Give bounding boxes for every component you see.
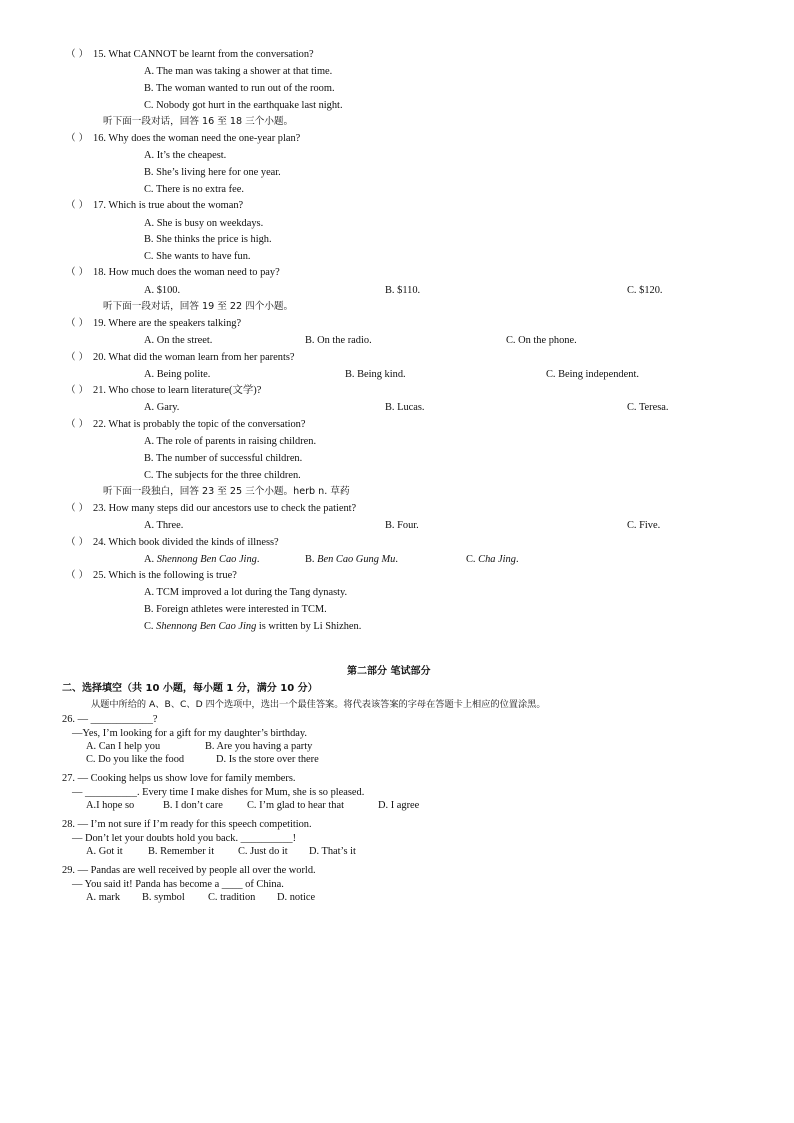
question-26-option-b: B. Are you having a party [205, 741, 313, 752]
question-20-option-b: B. Being kind. [345, 369, 406, 380]
question-26-line1: 26. — ____________? [62, 714, 158, 725]
answer-paren: （ ） [66, 419, 89, 430]
question-29-option-d: D. notice [277, 892, 316, 903]
question-22-stem: 22. What is probably the topic of the conversation? [93, 419, 306, 430]
question-18-stem: 18. How much does the woman need to pay? [93, 267, 280, 278]
question-25-stem: 25. Which is the following is true? [93, 570, 237, 581]
question-26-line2: —Yes, I’m looking for a gift for my daughter’s birthday. [72, 728, 308, 739]
question-16-option-b: B. She’s living here for one year. [144, 167, 281, 178]
answer-paren: （ ） [66, 133, 89, 144]
instruction-23-25: 听下面一段独白，回答 23 至 25 三个小题。herb n. 草药 [103, 486, 350, 497]
question-28-option-d: D. That’s it [309, 846, 356, 857]
question-29-line2: — You said it! Panda has become a ____ of China. [72, 879, 284, 890]
question-17-option-a: A. She is busy on weekdays. [144, 218, 264, 229]
answer-paren: （ ） [66, 352, 89, 363]
section-instruction: 从题中所给的 A、B、C、D 四个选项中，选出一个最佳答案。将代表该答案的字母在答题卡上相应的位置涂黑。 [91, 699, 546, 710]
question-26-option-c: C. Do you like the food [86, 754, 185, 765]
question-25-option-a: A. TCM improved a lot during the Tang dynasty. [144, 587, 348, 598]
question-27-line2: — __________. Every time I make dishes for Mum, she is so pleased. [72, 787, 365, 798]
question-29-option-a: A. mark [86, 892, 121, 903]
question-24-option-b: B. Ben Cao Gung Mu. [305, 554, 398, 565]
question-19-stem: 19. Where are the speakers talking? [93, 318, 242, 329]
question-15-stem: 15. What CANNOT be learnt from the conversation? [93, 49, 314, 60]
answer-paren: （ ） [66, 49, 89, 60]
answer-paren: （ ） [66, 537, 89, 548]
question-28-option-a: A. Got it [86, 846, 123, 857]
question-27-line1: 27. — Cooking helps us show love for family members. [62, 773, 296, 784]
answer-paren: （ ） [66, 385, 89, 396]
question-24-option-c: C. Cha Jing. [466, 554, 519, 565]
question-20-option-c: C. Being independent. [546, 369, 639, 380]
question-25-option-b: B. Foreign athletes were interested in TCM. [144, 604, 327, 615]
question-16-option-c: C. There is no extra fee. [144, 184, 244, 195]
instruction-16-18: 听下面一段对话，回答 16 至 18 三个小题。 [103, 116, 294, 127]
question-21-stem: 21. Who chose to learn literature(文学)? [93, 385, 262, 396]
question-28-option-b: B. Remember it [148, 846, 215, 857]
section-title: 二、选择填空（共 10 小题，每小题 1 分，满分 10 分） [62, 683, 318, 694]
question-16-option-a: A. It’s the cheapest. [144, 150, 227, 161]
question-19-option-b: B. On the radio. [305, 335, 372, 346]
answer-paren: （ ） [66, 503, 89, 514]
question-28-option-c: C. Just do it [238, 846, 288, 857]
question-22-option-c: C. The subjects for the three children. [144, 470, 301, 481]
question-29-option-b: B. symbol [142, 892, 185, 903]
question-22-option-a: A. The role of parents in raising children. [144, 436, 317, 447]
question-25-option-c: C. Shennong Ben Cao Jing is written by Li Shizhen. [144, 621, 362, 632]
question-21-option-a: A. Gary. [144, 402, 180, 413]
question-29-line1: 29. — Pandas are well received by people all over the world. [62, 865, 316, 876]
question-27-option-d: D. I agree [378, 800, 420, 811]
question-17-option-b: B. She thinks the price is high. [144, 234, 272, 245]
question-27-option-b: B. I don’t care [163, 800, 223, 811]
question-28-line1: 28. — I’m not sure if I’m ready for this speech competition. [62, 819, 312, 830]
question-15-option-b: B. The woman wanted to run out of the room. [144, 83, 335, 94]
question-22-option-b: B. The number of successful children. [144, 453, 303, 464]
question-24-stem: 24. Which book divided the kinds of illness? [93, 537, 279, 548]
question-26-option-a: A. Can I help you [86, 741, 161, 752]
question-23-option-a: A. Three. [144, 520, 184, 531]
question-23-stem: 23. How many steps did our ancestors use to check the patient? [93, 503, 357, 514]
instruction-19-22: 听下面一段对话，回答 19 至 22 四个小题。 [103, 301, 294, 312]
question-26-option-d: D. Is the store over there [216, 754, 319, 765]
question-20-stem: 20. What did the woman learn from her parents? [93, 352, 295, 363]
question-17-stem: 17. Which is true about the woman? [93, 200, 244, 211]
question-29-option-c: C. tradition [208, 892, 256, 903]
answer-paren: （ ） [66, 570, 89, 581]
question-18-option-c: C. $120. [627, 285, 663, 296]
part-heading: 第二部分 笔试部分 [347, 666, 431, 677]
answer-paren: （ ） [66, 318, 89, 329]
question-23-option-b: B. Four. [385, 520, 419, 531]
question-19-option-c: C. On the phone. [506, 335, 577, 346]
question-17-option-c: C. She wants to have fun. [144, 251, 251, 262]
question-15-option-c: C. Nobody got hurt in the earthquake last night. [144, 100, 343, 111]
question-27-option-a: A.I hope so [86, 800, 135, 811]
answer-paren: （ ） [66, 267, 89, 278]
question-18-option-b: B. $110. [385, 285, 421, 296]
question-21-option-c: C. Teresa. [627, 402, 669, 413]
question-27-option-c: C. I’m glad to hear that [247, 800, 344, 811]
question-19-option-a: A. On the street. [144, 335, 213, 346]
question-16-stem: 16. Why does the woman need the one-year plan? [93, 133, 301, 144]
answer-paren: （ ） [66, 200, 89, 211]
question-18-option-a: A. $100. [144, 285, 181, 296]
question-23-option-c: C. Five. [627, 520, 661, 531]
question-21-option-b: B. Lucas. [385, 402, 425, 413]
question-24-option-a: A. Shennong Ben Cao Jing. [144, 554, 260, 565]
question-28-line2: — Don’t let your doubts hold you back. __________! [72, 833, 297, 844]
question-15-option-a: A. The man was taking a shower at that time. [144, 66, 333, 77]
question-20-option-a: A. Being polite. [144, 369, 211, 380]
